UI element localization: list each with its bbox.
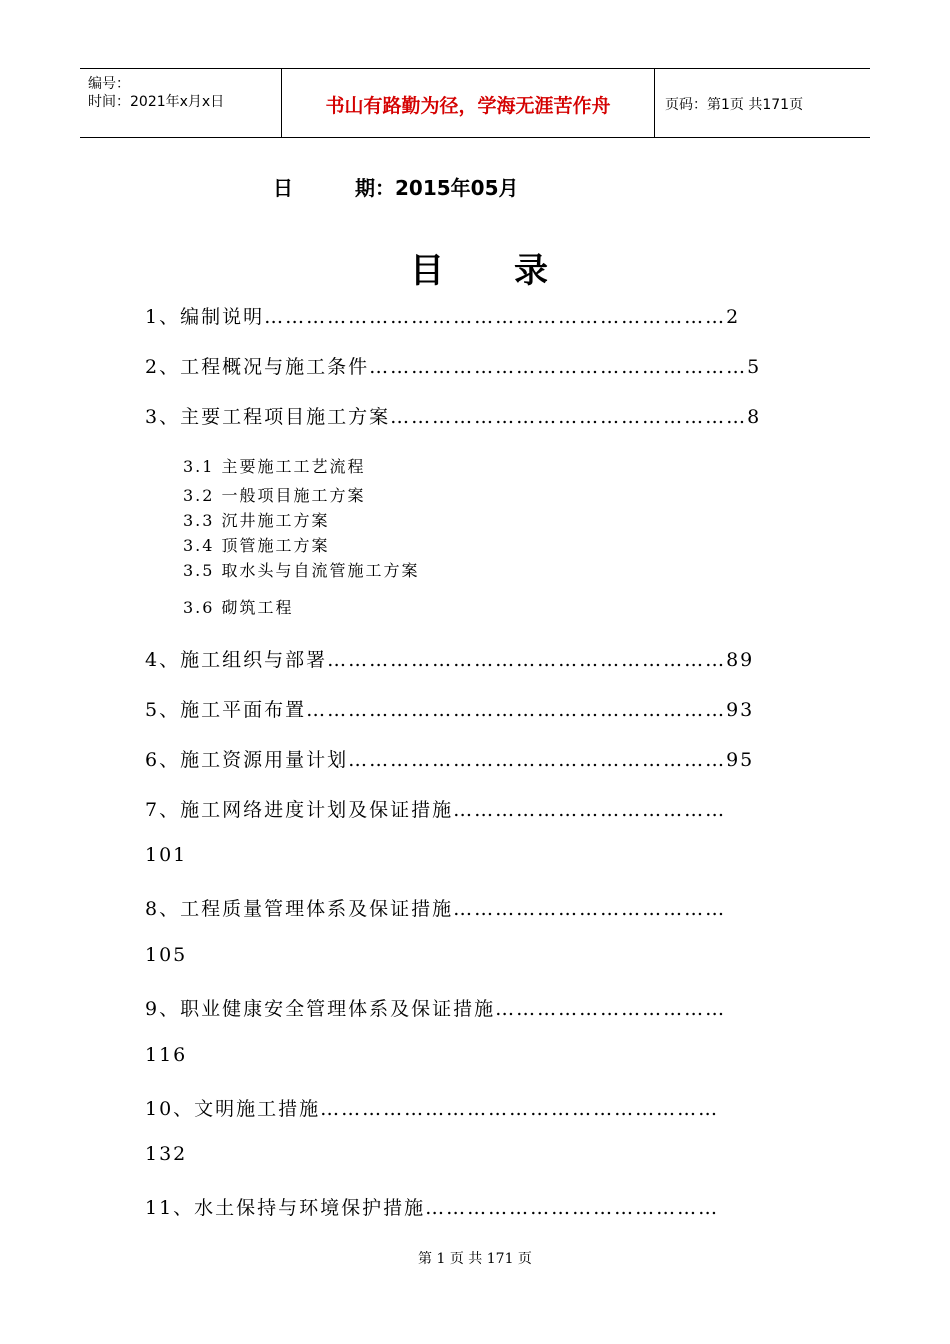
toc-title-b: 录 <box>514 251 548 291</box>
toc-entry-6[interactable]: 6、施工资源用量计划………………………………………………95 <box>145 749 755 771</box>
page-code-label: 页码：第1页 共171页 <box>665 97 804 113</box>
date-label-b: 期：2015年05月 <box>355 176 519 200</box>
toc-entry-4[interactable]: 4、施工组织与部署…………………………………………………89 <box>145 649 755 671</box>
motto-text: 书山有路勤为径，学海无涯苦作舟 <box>325 95 611 117</box>
document-time-label: 时间：2021年x月x日 <box>88 94 225 110</box>
toc-entry-1[interactable]: 1、编制说明…………………………………………………………2 <box>145 306 741 328</box>
toc-title <box>410 243 548 292</box>
toc-sub-entry[interactable]: 3.6 砌筑工程 <box>183 598 294 617</box>
toc-title-a: 目 <box>410 251 444 291</box>
page-header <box>80 68 870 138</box>
toc-entry-3[interactable]: 3、主要工程项目施工方案……………………………………………8 <box>145 406 762 428</box>
toc-sub-entry[interactable]: 3.3 沉井施工方案 <box>183 511 330 530</box>
header-motto-cell <box>282 69 655 137</box>
toc-entry-8-page: 105 <box>145 944 188 966</box>
toc-sub-entry[interactable]: 3.2 一般项目施工方案 <box>183 486 366 505</box>
date-label-a: 日 <box>273 176 293 200</box>
date-line <box>273 172 519 201</box>
toc-entry-10-page: 132 <box>145 1143 188 1165</box>
header-page-cell <box>655 69 870 137</box>
document-number-label: 编号： <box>88 76 130 92</box>
toc-entry-2[interactable]: 2、工程概况与施工条件………………………………………………5 <box>145 356 762 378</box>
toc-entry-7-page: 101 <box>145 844 188 866</box>
toc-entry-7[interactable]: 7、施工网络进度计划及保证措施………………………………… <box>145 799 727 821</box>
toc-entry-8[interactable]: 8、工程质量管理体系及保证措施………………………………… <box>145 898 727 920</box>
toc-entry-9-page: 116 <box>145 1044 188 1066</box>
header-meta-cell <box>80 69 282 137</box>
toc-entry-10[interactable]: 10、文明施工措施………………………………………………… <box>145 1098 720 1120</box>
toc-entry-11[interactable]: 11、水土保持与环境保护措施…………………………………… <box>145 1197 720 1219</box>
toc-entry-9[interactable]: 9、职业健康安全管理体系及保证措施…………………………… <box>145 998 727 1020</box>
page-footer: 第 1 页 共 171 页 <box>418 1251 532 1267</box>
toc-sub-entry[interactable]: 3.1 主要施工工艺流程 <box>183 457 366 476</box>
toc-entry-5[interactable]: 5、施工平面布置……………………………………………………93 <box>145 699 755 721</box>
toc-sub-entry[interactable]: 3.4 顶管施工方案 <box>183 536 330 555</box>
toc-sub-entry[interactable]: 3.5 取水头与自流管施工方案 <box>183 561 420 580</box>
